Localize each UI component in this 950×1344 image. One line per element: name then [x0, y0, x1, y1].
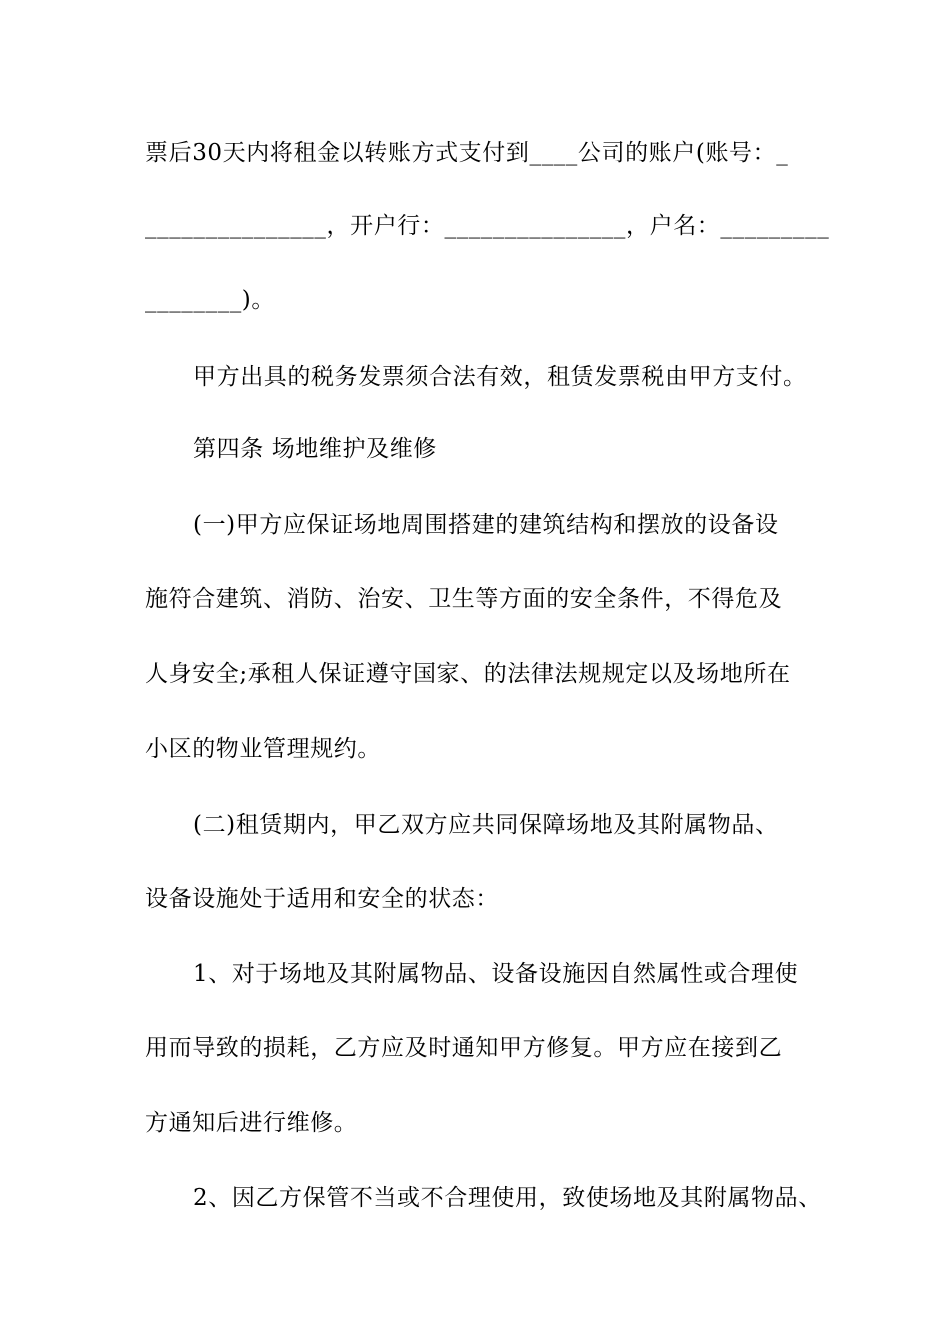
- section-heading: 第四条 场地维护及维修: [193, 436, 437, 462]
- text-line: 施符合建筑、消防、治安、卫生等方面的安全条件，不得危及: [145, 586, 783, 612]
- text-line: 用而导致的损耗，乙方应及时通知甲方修复。甲方应在接到乙: [145, 1035, 783, 1061]
- text-line: 方通知后进行维修。: [145, 1110, 358, 1136]
- text-line: (一)甲方应保证场地周围搭建的建筑结构和摆放的设备设: [193, 512, 779, 538]
- text-line: 2、因乙方保管不当或不合理使用，致使场地及其附属物品、: [193, 1185, 822, 1211]
- text-line: 甲方出具的税务发票须合法有效，租赁发票税由甲方支付。: [193, 364, 807, 390]
- text-line: (二)租赁期内，甲乙双方应共同保障场地及其附属物品、: [193, 812, 779, 838]
- text-line: 1、对于场地及其附属物品、设备设施因自然属性或合理使: [193, 961, 799, 987]
- text-line: 人身安全;承租人保证遵守国家、的法律法规规定以及场地所在: [145, 661, 791, 687]
- text-line: _______________，开户行：_______________，户名：_________: [145, 213, 830, 239]
- text-line: ________)。: [145, 287, 275, 313]
- text-line: 票后30天内将租金以转账方式支付到____公司的账户(账号：_: [145, 140, 789, 166]
- text-line: 设备设施处于适用和安全的状态：: [145, 886, 499, 912]
- text-line: 小区的物业管理规约。: [145, 736, 381, 762]
